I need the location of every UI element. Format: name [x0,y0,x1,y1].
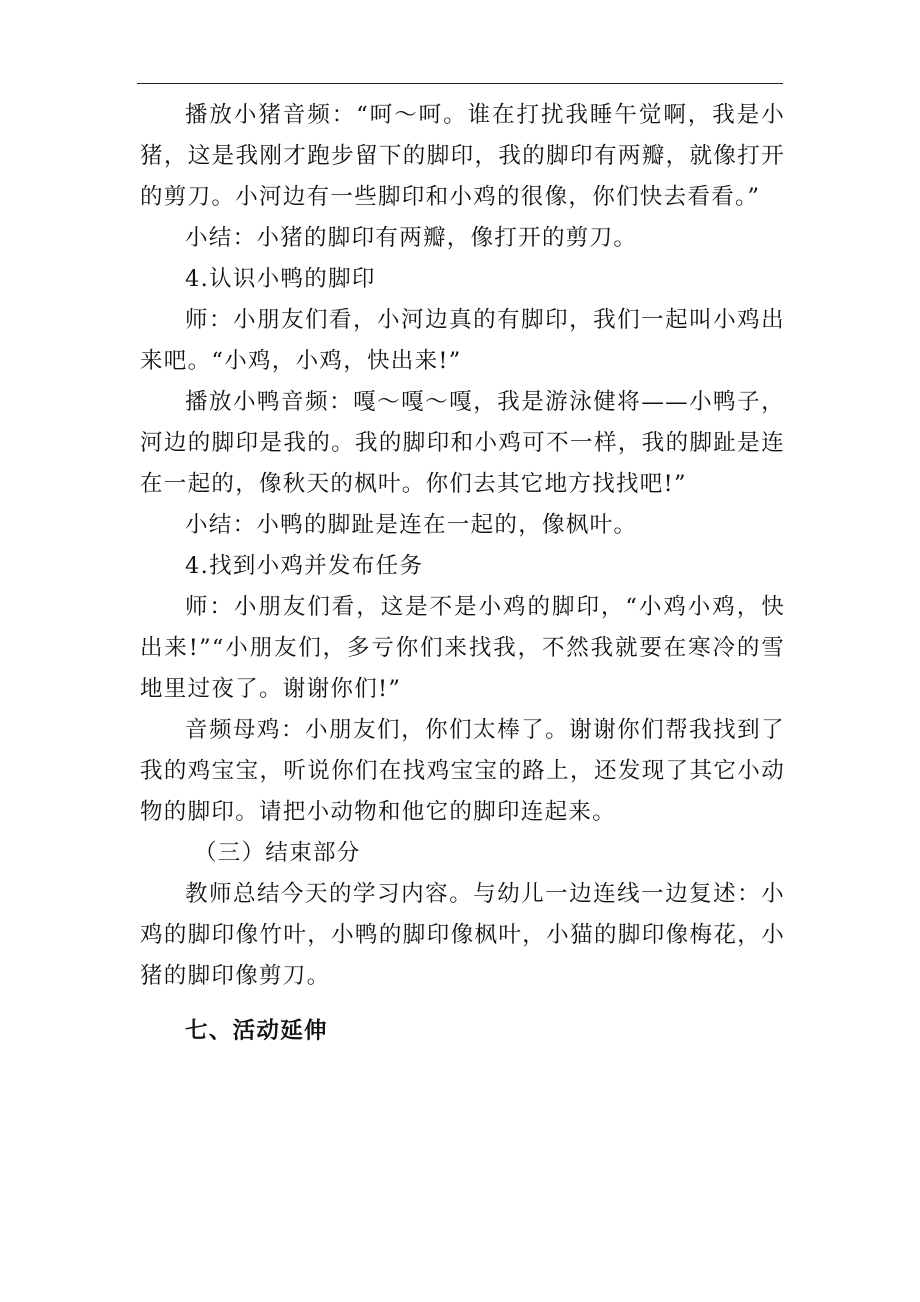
paragraph-duckling-summary: 小结：小鸭的脚趾是连在一起的，像枫叶。 [185,512,638,538]
section-heading-extension: 七、活动延伸 [185,1018,328,1044]
paragraph-teacher-find: 师：小朋友们看，这是不是小鸡的脚印，“小鸡小鸡，快出来!”“小朋友们，多亏你们来找我，不然我就要在寒冷的雪地里过夜了。谢谢你们!” [140,594,785,702]
paragraph-piglet-summary: 小结：小猪的脚印有两瓣，像打开的剪刀。 [185,225,638,251]
paragraph-duckling-audio: 播放小鸭音频：嘎～嘎～嘎，我是游泳健将——小鸭子，河边的脚印是我的。我的脚印和小鸡可不一样，我的脚趾是连在一起的，像秋天的枫叶。你们去其它地方找找吧!” [140,389,785,497]
paragraph-piglet-audio: 播放小猪音频：“呵～呵。谁在打扰我睡午觉啊，我是小猪，这是我刚才跑步留下的脚印，我的脚印有两瓣，就像打开的剪刀。小河边有一些脚印和小鸡的很像，你们快去看看。” [140,102,785,210]
paragraph-hen-audio: 音频母鸡：小朋友们，你们太棒了。谢谢你们帮我找到了我的鸡宝宝，听说你们在找鸡宝宝的路上，还发现了其它小动物的脚印。请把小动物和他它的脚印连起来。 [140,717,785,825]
step-heading-find-chick: 4.找到小鸡并发布任务 [185,553,424,579]
step-heading-duckling: 4.认识小鸭的脚印 [185,266,376,292]
paragraph-teacher-call: 师：小朋友们看，小河边真的有脚印，我们一起叫小鸡出来吧。“小鸡，小鸡，快出来!” [140,307,785,374]
document-body [140,95,785,1052]
header-rule [137,83,783,84]
section-heading-ending: （三）结束部分 [194,840,361,866]
paragraph-teacher-summary: 教师总结今天的学习内容。与幼儿一边连线一边复述：小鸡的脚印像竹叶，小鸭的脚印像枫叶，小猫的脚印像梅花，小猪的脚印像剪刀。 [140,881,785,989]
